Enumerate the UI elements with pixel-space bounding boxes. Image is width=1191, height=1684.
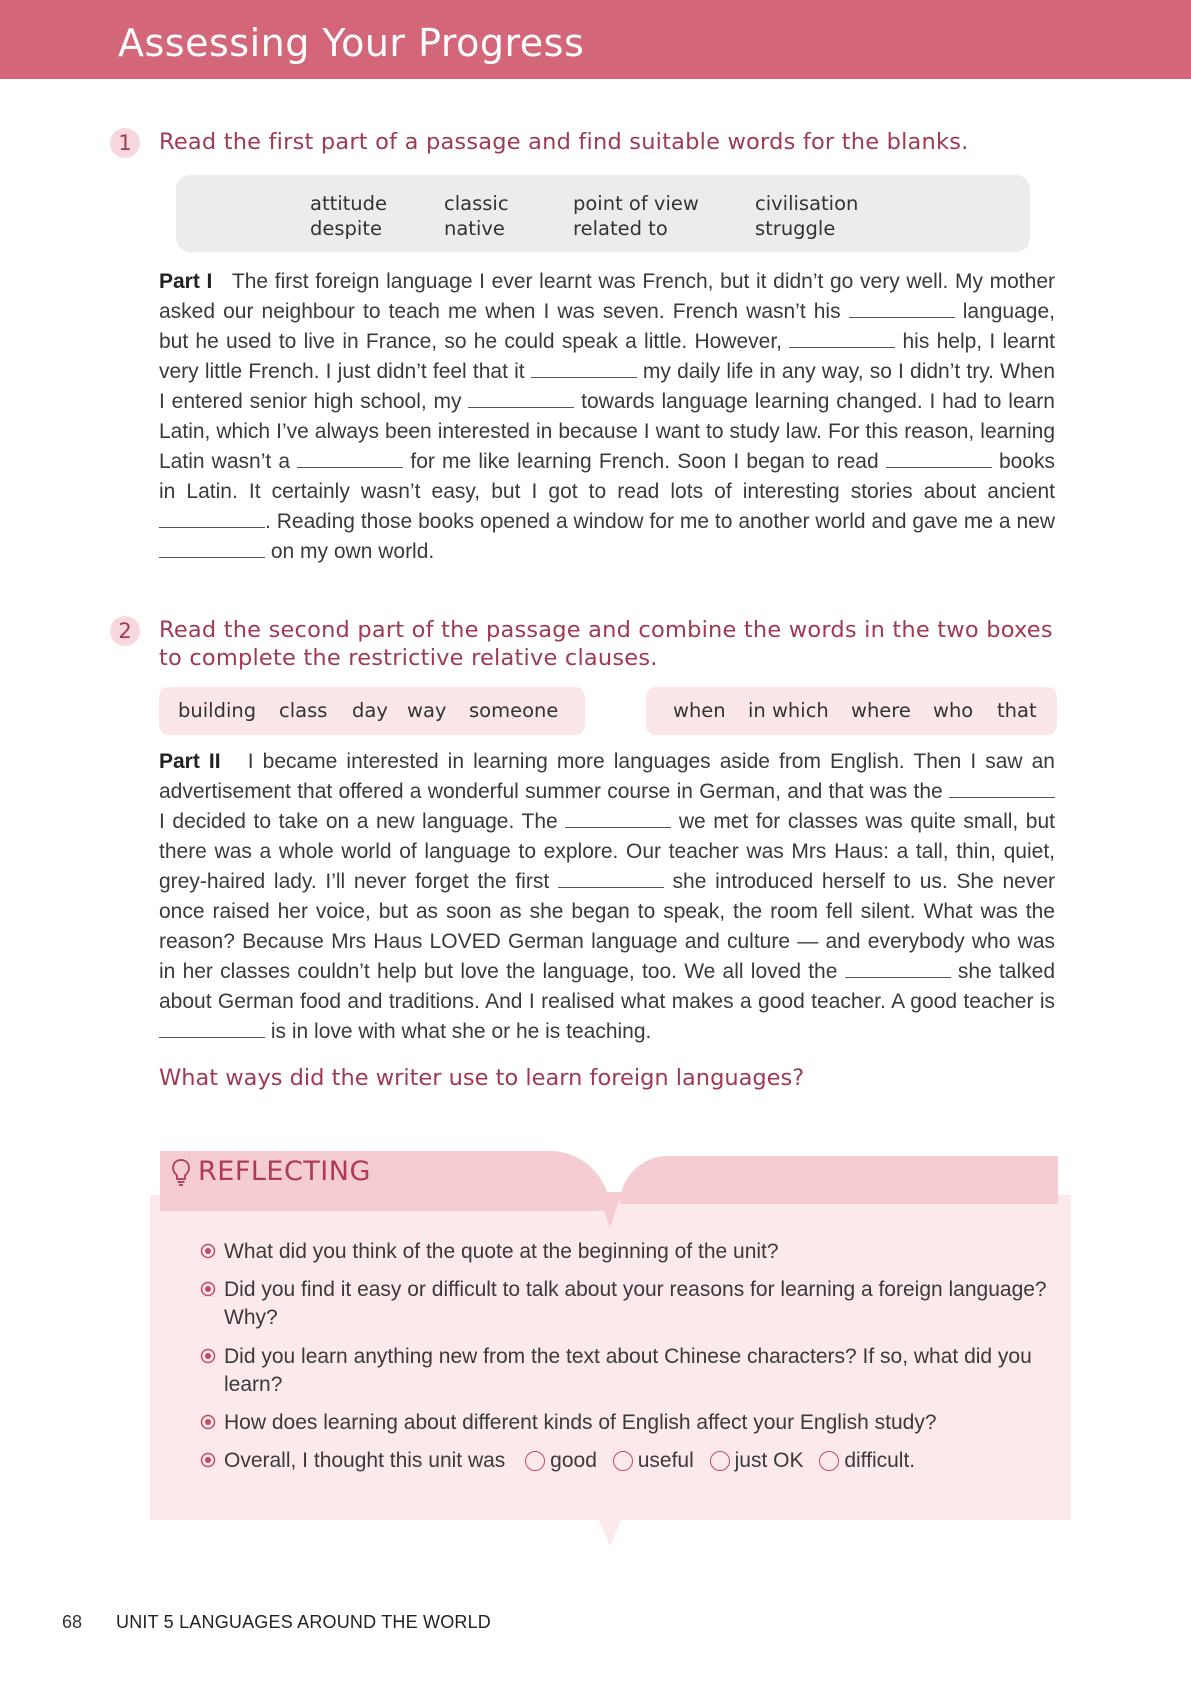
word-option: day: [352, 699, 388, 722]
answer-blank[interactable]: [886, 449, 992, 468]
radio-circle-icon[interactable]: [710, 1451, 730, 1471]
passage-text: language, but he used to live in France, so he could speak a little. However,: [159, 300, 1055, 353]
answer-blank[interactable]: [845, 959, 951, 978]
rating-option-useful[interactable]: [613, 1447, 694, 1475]
answer-blank[interactable]: [558, 869, 664, 888]
word-option: point of view: [573, 192, 699, 215]
word-option: despite: [310, 217, 382, 240]
target-bullet-icon: [200, 1243, 216, 1259]
page-title: Assessing Your Progress: [118, 21, 585, 65]
reflecting-tab-right: [620, 1156, 1058, 1204]
page-number: 68: [62, 1612, 83, 1632]
word-option: in which: [748, 699, 829, 722]
passage-text: my daily life in any way, so I didn’t try. When I entered senior high school, my: [159, 360, 1056, 413]
task-1: [110, 128, 1060, 156]
radio-circle-icon[interactable]: [819, 1451, 839, 1471]
answer-blank[interactable]: [849, 299, 955, 318]
rating-option-label: just OK: [734, 1449, 804, 1472]
tab-notch: [598, 1192, 622, 1228]
reflection-question: [200, 1409, 1060, 1437]
word-option: who: [933, 699, 974, 722]
radio-circle-icon[interactable]: [525, 1451, 545, 1471]
task-number: 1: [110, 128, 140, 158]
passage-text: . Reading those books opened a window for me to another world and gave me a new: [265, 510, 1055, 533]
passage-text: I decided to take on a new language. The: [159, 810, 558, 833]
answer-blank[interactable]: [297, 449, 403, 468]
word-option: way: [407, 699, 447, 722]
answer-blank[interactable]: [565, 809, 671, 828]
reflection-question: [200, 1343, 1060, 1399]
answer-blank[interactable]: [159, 539, 265, 558]
part-label: Part II: [159, 750, 221, 773]
answer-blank[interactable]: [468, 389, 574, 408]
reflection-text: How does learning about different kinds of English affect your English study?: [224, 1411, 937, 1434]
answer-blank[interactable]: [531, 359, 637, 378]
discussion-question: What ways did the writer use to learn foreign languages?: [159, 1065, 805, 1091]
reflection-question: [200, 1276, 1060, 1332]
word-column: [755, 191, 858, 241]
task-title-line-2: to complete the restrictive relative clauses.: [159, 645, 658, 671]
task-number: 2: [110, 616, 140, 646]
word-option: attitude: [310, 192, 388, 215]
unit-rating: [200, 1447, 1060, 1475]
word-option: that: [997, 699, 1037, 722]
panel-notch: [598, 1518, 622, 1546]
word-option: where: [851, 699, 911, 722]
word-option: classic: [444, 192, 509, 215]
rating-option-label: useful: [637, 1449, 694, 1472]
passage-text: I became interested in learning more languages aside from English. Then I saw an advertisement that offered a wonderful summer course in German, and that was the: [159, 750, 1055, 803]
word-column: [444, 191, 509, 241]
passage-text: for me like learning French. Soon I began to read: [410, 450, 879, 473]
passage-text: his help, I learnt very little French. I just didn’t feel that it: [159, 330, 1055, 383]
answer-blank[interactable]: [159, 1019, 265, 1038]
target-bullet-icon: [200, 1414, 216, 1430]
passage-part-2: [159, 747, 1055, 1047]
target-bullet-icon: [200, 1452, 216, 1468]
passage-text: she talked about German food and traditions. And I realised what makes a good teacher. A good teacher is: [159, 960, 1056, 1013]
unit-title: UNIT 5 LANGUAGES AROUND THE WORLD: [116, 1612, 492, 1632]
passage-text: towards language learning changed. I had to learn Latin, which I’ve always been interested in because I want to study law. For this reason, learning Latin wasn’t a: [159, 390, 1055, 473]
word-option: when: [673, 699, 726, 722]
answer-blank[interactable]: [949, 779, 1055, 798]
rating-option-good[interactable]: [525, 1447, 597, 1475]
passage-text: she introduced herself to us. She never once raised her voice, but as soon as she began to speak, the room fell silent. What was the reason? Because Mrs Haus LOVED German language and culture — and everybody who was in her classes couldn’t help but love the language, too. We all loved the: [159, 870, 1055, 983]
word-option: native: [444, 217, 505, 240]
task-title: Read the first part of a passage and find suitable words for the blanks.: [159, 129, 969, 155]
word-option: class: [279, 699, 328, 722]
answer-blank[interactable]: [159, 509, 265, 528]
passage-text: The first foreign language I ever learnt was French, but it didn’t go very well. My mother asked our neighbour to teach me when I was seven. French wasn’t his: [159, 270, 1055, 323]
rating-option-label: difficult.: [844, 1449, 916, 1472]
passage-text: on my own world.: [270, 540, 435, 563]
target-bullet-icon: [200, 1348, 216, 1364]
reflection-question: [200, 1238, 1060, 1266]
reflection-text: What did you think of the quote at the beginning of the unit?: [224, 1240, 779, 1263]
target-bullet-icon: [200, 1281, 216, 1297]
rating-option-label: good: [550, 1449, 597, 1472]
passage-part-1: [159, 267, 1055, 567]
word-option: related to: [573, 217, 668, 240]
task-title-line-1: Read the second part of the passage and combine the words in the two boxes: [159, 617, 1053, 643]
word-option: civilisation: [755, 192, 859, 215]
reflection-text: Did you learn anything new from the text about Chinese characters? If so, what did you learn?: [224, 1345, 1032, 1396]
rating-prompt: Overall, I thought this unit was: [224, 1449, 506, 1472]
radio-circle-icon[interactable]: [613, 1451, 633, 1471]
passage-text: we met for classes was quite small, but there was a whole world of language to explore. Our teacher was Mrs Haus: a tall, thin, quiet, grey-haired lady. I’ll never forget the first: [159, 810, 1055, 893]
lightbulb-icon: [171, 1158, 191, 1188]
word-option: struggle: [755, 217, 836, 240]
passage-text: books in Latin. It certainly wasn’t easy, but I got to read lots of interesting stories about ancient: [159, 450, 1055, 503]
word-column: [573, 191, 699, 241]
word-box-nouns: [159, 687, 585, 735]
word-option: someone: [469, 699, 559, 722]
answer-blank[interactable]: [789, 329, 895, 348]
passage-text: is in love with what she or he is teaching.: [270, 1020, 652, 1043]
rating-option-difficult[interactable]: [819, 1447, 915, 1475]
word-box: [176, 175, 1030, 252]
reflecting-heading: REFLECTING: [198, 1156, 371, 1187]
task-2: [110, 616, 1060, 672]
word-option: building: [178, 699, 257, 722]
word-box-relatives: [646, 687, 1057, 735]
rating-option-just-ok[interactable]: [710, 1447, 804, 1475]
rating-row: [224, 1447, 1060, 1475]
reflection-text: Did you find it easy or difficult to talk about your reasons for learning a foreign language? Why?: [224, 1278, 1047, 1329]
word-column: [310, 191, 387, 241]
part-label: Part I: [159, 270, 213, 293]
